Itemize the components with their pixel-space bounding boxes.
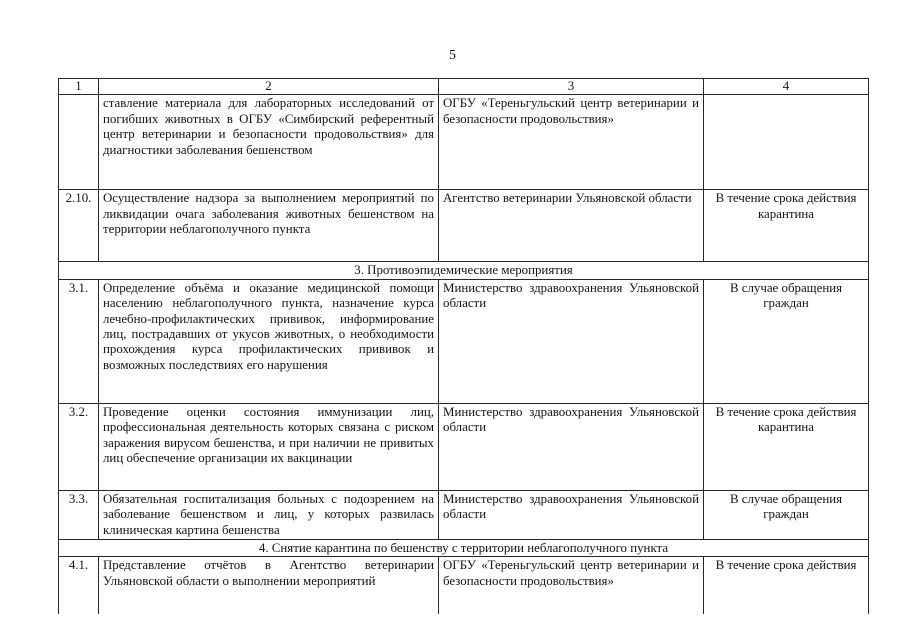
table-row bbox=[59, 557, 869, 615]
table-row bbox=[59, 190, 869, 262]
measure-text: Представление отчётов в Агентство ветеринарии Ульяновской области о выполнении мероприятий bbox=[99, 557, 439, 615]
table-header-row bbox=[59, 79, 869, 95]
table-row bbox=[59, 490, 869, 539]
measure-text: Проведение оценки состояния иммунизации лиц, профессиональная деятельность которых связана с риском заражения вирусом бешенства, и при наличии не привитых лиц обеспечение организации их вакцинации bbox=[99, 403, 439, 490]
row-number: 3.1. bbox=[59, 279, 99, 403]
section-title: 3. Противоэпидемические мероприятия bbox=[59, 262, 869, 279]
measure-text: ставление материала для лабораторных исследований от погибших животных в ОГБУ «Симбирский референтный центр ветеринарии и безопасности продовольствия» для диагностики заболевания бешенством bbox=[99, 95, 439, 190]
executor-text: Министерство здравоохранения Ульяновской области bbox=[439, 279, 704, 403]
executor-text: ОГБУ «Тереньгульский центр ветеринарии и безопасности продовольствия» bbox=[439, 557, 704, 615]
table-row bbox=[59, 279, 869, 403]
section-header-row bbox=[59, 262, 869, 279]
column-header: 2 bbox=[99, 79, 439, 95]
executor-text: Министерство здравоохранения Ульяновской области bbox=[439, 490, 704, 539]
term-text: В течение срока действия карантина bbox=[704, 190, 869, 262]
measure-text: Обязательная госпитализация больных с подозрением на заболевание бешенством и лиц, у которых развилась клиническая картина бешенства bbox=[99, 490, 439, 539]
section-title: 4. Снятие карантина по бешенству с территории неблагополучного пункта bbox=[59, 539, 869, 556]
row-number bbox=[59, 95, 99, 190]
term-text: В случае обращения граждан bbox=[704, 490, 869, 539]
section-header-row bbox=[59, 539, 869, 556]
measures-table bbox=[58, 78, 869, 614]
row-number: 3.3. bbox=[59, 490, 99, 539]
executor-text: Агентство ветеринарии Ульяновской области bbox=[439, 190, 704, 262]
term-text: В течение срока действия bbox=[704, 557, 869, 615]
term-text: В течение срока действия карантина bbox=[704, 403, 869, 490]
measure-text: Определение объёма и оказание медицинской помощи населению неблагополучного пункта, назначение курса лечебно-профилактических прививок, информирование лиц, пострадавших от укусов животных, о необходимости прохождения курса профилактических прививок и возможных последствиях его нарушения bbox=[99, 279, 439, 403]
measure-text: Осуществление надзора за выполнением мероприятий по ликвидации очага заболевания животных бешенством на территории неблагополучного пункта bbox=[99, 190, 439, 262]
column-header: 3 bbox=[439, 79, 704, 95]
executor-text: Министерство здравоохранения Ульяновской области bbox=[439, 403, 704, 490]
row-number: 2.10. bbox=[59, 190, 99, 262]
table-row bbox=[59, 403, 869, 490]
table-row bbox=[59, 95, 869, 190]
executor-text: ОГБУ «Тереньгульский центр ветеринарии и безопасности продовольствия» bbox=[439, 95, 704, 190]
term-text bbox=[704, 95, 869, 190]
page-number: 5 bbox=[449, 48, 456, 63]
term-text: В случае обращения граждан bbox=[704, 279, 869, 403]
column-header: 4 bbox=[704, 79, 869, 95]
row-number: 3.2. bbox=[59, 403, 99, 490]
row-number: 4.1. bbox=[59, 557, 99, 615]
column-header: 1 bbox=[59, 79, 99, 95]
